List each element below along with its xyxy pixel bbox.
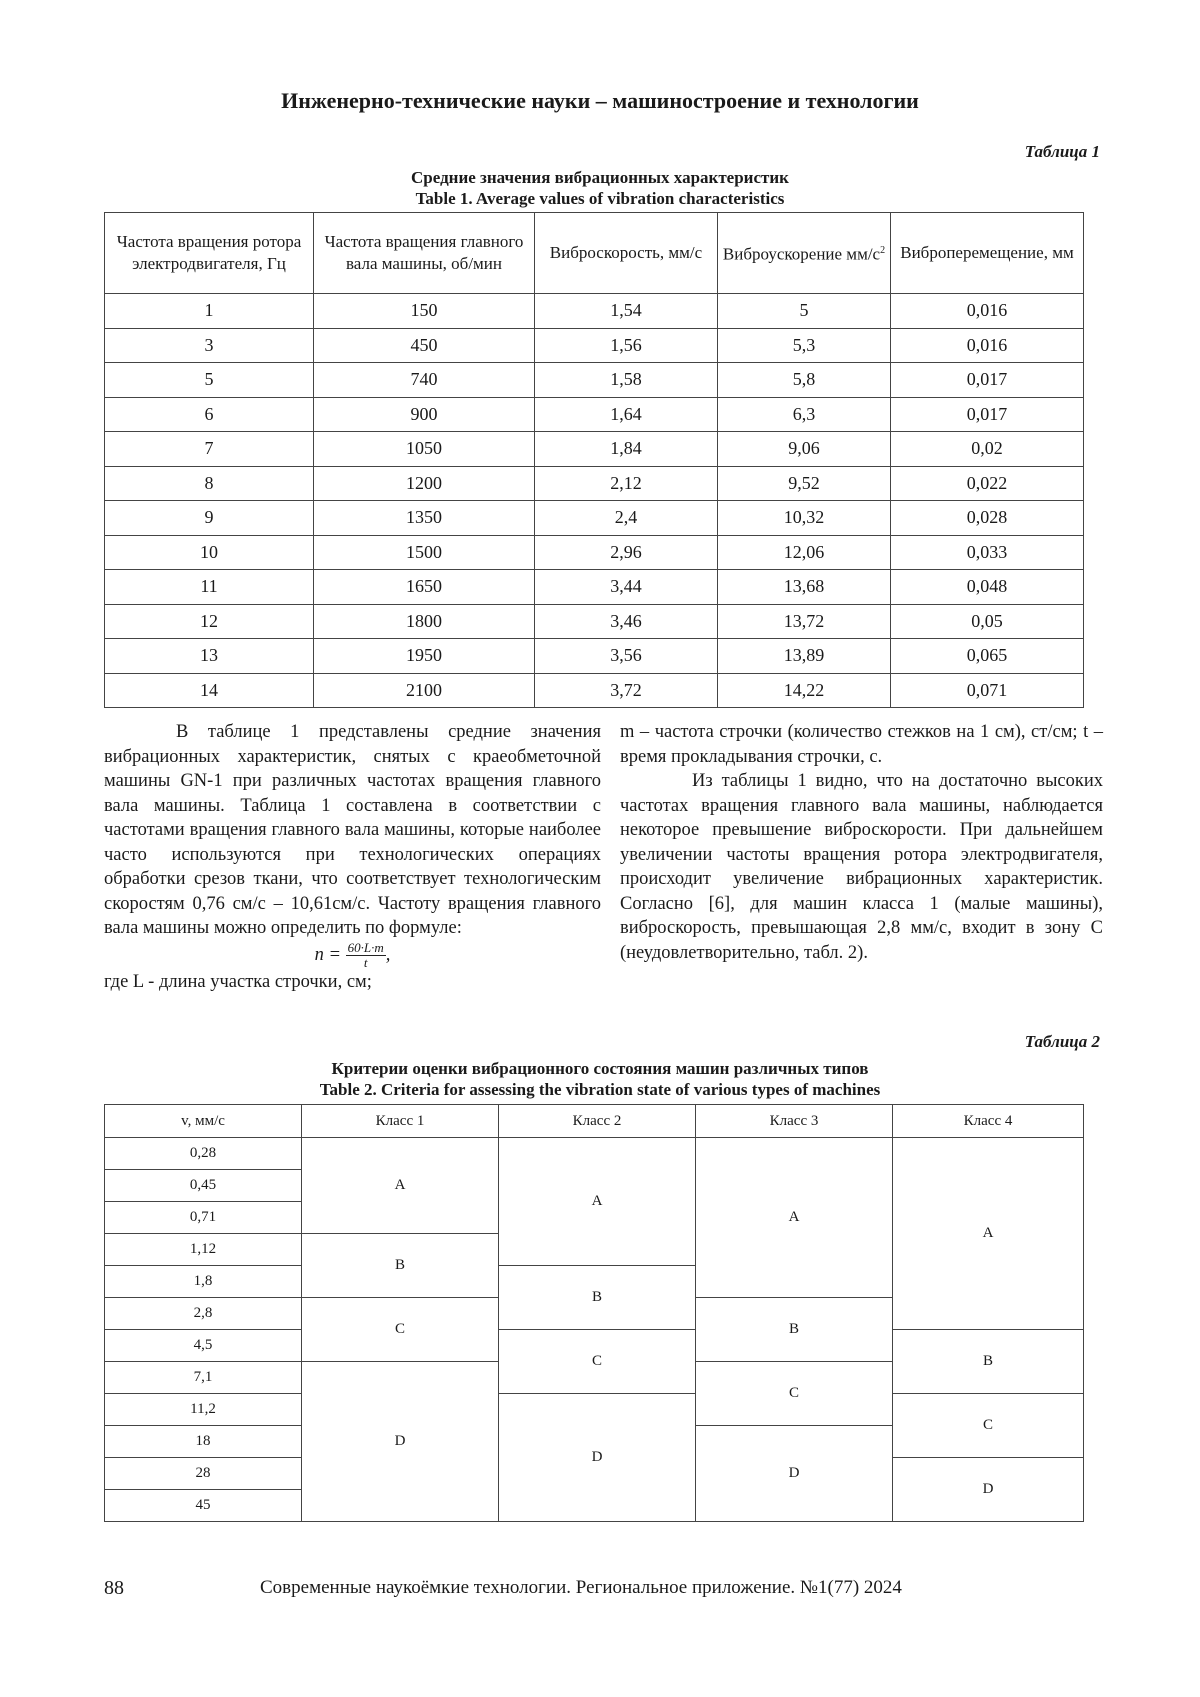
- table-cell: 0,065: [891, 639, 1084, 674]
- table-cell: 0,017: [891, 363, 1084, 398]
- table-cell: 1500: [314, 535, 535, 570]
- v-cell: 18: [105, 1426, 302, 1458]
- table1-caption-en: Table 1. Average values of vibration characteristics: [415, 189, 785, 208]
- left-column: [104, 720, 601, 994]
- table-cell: 13,89: [718, 639, 891, 674]
- table-cell: 0,022: [891, 466, 1084, 501]
- col-v: v, мм/с: [105, 1105, 302, 1138]
- formula-denominator: t: [363, 954, 368, 970]
- table-cell: 150: [314, 294, 535, 329]
- table-cell: 9,52: [718, 466, 891, 501]
- table-row: [105, 328, 1084, 363]
- table-cell: 5,3: [718, 328, 891, 363]
- table-cell: 1650: [314, 570, 535, 605]
- table-cell: 0,016: [891, 294, 1084, 329]
- table-cell: 6: [105, 397, 314, 432]
- zone-cell: C: [499, 1330, 696, 1394]
- zone-cell: A: [696, 1138, 893, 1298]
- col-shaft-rpm: Частота вращения главного вала машины, об/мин: [314, 213, 535, 294]
- table-row: [105, 466, 1084, 501]
- zone-cell: A: [302, 1138, 499, 1234]
- table-cell: 0,028: [891, 501, 1084, 536]
- table-cell: 1,54: [535, 294, 718, 329]
- table-row: [105, 363, 1084, 398]
- table-cell: 13: [105, 639, 314, 674]
- table-cell: 13,72: [718, 604, 891, 639]
- table-cell: 14: [105, 673, 314, 708]
- zone-cell: B: [499, 1266, 696, 1330]
- table2-caption-en: Table 2. Criteria for assessing the vibration state of various types of machines: [319, 1080, 881, 1099]
- zone-cell: C: [893, 1394, 1084, 1458]
- right-column: [620, 720, 1103, 965]
- formula-numerator: 60·L·m: [347, 939, 384, 955]
- zone-cell: A: [893, 1138, 1084, 1330]
- table-cell: 7: [105, 432, 314, 467]
- table-row: [105, 604, 1084, 639]
- table-cell: 3: [105, 328, 314, 363]
- zone-cell: C: [696, 1362, 893, 1426]
- table-cell: 12,06: [718, 535, 891, 570]
- v-cell: 2,8: [105, 1298, 302, 1330]
- table2: [104, 1104, 1084, 1522]
- zone-cell: B: [696, 1298, 893, 1362]
- formula-lhs: n =: [314, 944, 341, 965]
- table2-label: Таблица 2: [1024, 1032, 1100, 1051]
- table-cell: 1,58: [535, 363, 718, 398]
- col-class4: Класс 4: [893, 1105, 1084, 1138]
- table-cell: 1: [105, 294, 314, 329]
- table-cell: 1800: [314, 604, 535, 639]
- table-cell: 10,32: [718, 501, 891, 536]
- v-cell: 0,45: [105, 1170, 302, 1202]
- zone-cell: D: [499, 1394, 696, 1522]
- paragraph-table1-description: В таблице 1 представлены средние значения вибрационных характеристик, снятых с краеобметочной машины GN-1 при различных частотах вращения главного вала машины. Таблица 1 составлена в соответствии с частотами вращения главного вала машины, которые наиболее часто используются при технологических операциях обработки срезов ткани, что соответствует технологическим скоростям 0,76 см/с – 10,61см/с. Частоту вращения главного вала машины можно определить по формуле:: [104, 722, 601, 938]
- table-row: [105, 1330, 1084, 1362]
- journal-title: Современные наукоёмкие технологии. Региональное приложение. №1(77) 2024: [260, 1577, 902, 1598]
- table-cell: 1,84: [535, 432, 718, 467]
- table-cell: 1,56: [535, 328, 718, 363]
- table1-caption-ru: Средние значения вибрационных характеристик: [411, 168, 789, 187]
- zone-cell: D: [696, 1426, 893, 1522]
- v-cell: 4,5: [105, 1330, 302, 1362]
- table-cell: 9,06: [718, 432, 891, 467]
- zone-cell: C: [302, 1298, 499, 1362]
- v-cell: 28: [105, 1458, 302, 1490]
- col-class3: Класс 3: [696, 1105, 893, 1138]
- table-cell: 2,4: [535, 501, 718, 536]
- table-row: [105, 673, 1084, 708]
- table-cell: 0,05: [891, 604, 1084, 639]
- table-row: [105, 501, 1084, 536]
- v-cell: 1,12: [105, 1234, 302, 1266]
- table-row: [105, 1138, 1084, 1170]
- table-cell: 0,071: [891, 673, 1084, 708]
- m-t-definition: m – частота строчки (количество стежков на 1 см), ст/см; t – время прокладывания строчки, с.: [620, 722, 1103, 767]
- table-cell: 6,3: [718, 397, 891, 432]
- page-number: 88: [104, 1577, 124, 1599]
- table-cell: 13,68: [718, 570, 891, 605]
- v-cell: 0,71: [105, 1202, 302, 1234]
- table-row: [105, 570, 1084, 605]
- table-cell: 3,44: [535, 570, 718, 605]
- table-cell: 2,12: [535, 466, 718, 501]
- table-cell: 1950: [314, 639, 535, 674]
- table-cell: 2100: [314, 673, 535, 708]
- zone-cell: B: [302, 1234, 499, 1298]
- table1: [104, 212, 1084, 708]
- col-class1: Класс 1: [302, 1105, 499, 1138]
- formula: [104, 941, 601, 970]
- table-cell: 2,96: [535, 535, 718, 570]
- v-cell: 45: [105, 1490, 302, 1522]
- where-L-text: где L - длина участка строчки, см;: [104, 971, 372, 992]
- table-cell: 14,22: [718, 673, 891, 708]
- table2-caption-ru: Критерии оценки вибрационного состояния машин различных типов: [331, 1059, 869, 1078]
- paragraph-analysis: Из таблицы 1 видно, что на достаточно высоких частотах вращения главного вала машины, наблюдается некоторое превышение виброскорости. При дальнейшем увеличении частоты вращения ротора электродвигателя, происходит увеличение вибрационных характеристик. Согласно [6], для машин класса 1 (малые машины), виброскорость, превышающая 2,8 мм/с, входит в зону С (неудовлетворительно, табл. 2).: [620, 771, 1103, 963]
- col-class2: Класс 2: [499, 1105, 696, 1138]
- table-cell: 450: [314, 328, 535, 363]
- table-cell: 11: [105, 570, 314, 605]
- table-cell: 0,02: [891, 432, 1084, 467]
- table-cell: 0,033: [891, 535, 1084, 570]
- table-cell: 3,46: [535, 604, 718, 639]
- formula-fraction: [346, 941, 386, 970]
- table-cell: 5: [718, 294, 891, 329]
- col-displacement: Виброперемещение, мм: [891, 213, 1084, 294]
- table-row: [105, 294, 1084, 329]
- table-cell: 5: [105, 363, 314, 398]
- col-motor-freq: Частота вращения ротора электродвигателя, Гц: [105, 213, 314, 294]
- table-cell: 900: [314, 397, 535, 432]
- table-cell: 3,72: [535, 673, 718, 708]
- table-cell: 1050: [314, 432, 535, 467]
- zone-cell: D: [302, 1362, 499, 1522]
- table-row: [105, 535, 1084, 570]
- table-cell: 740: [314, 363, 535, 398]
- table-row: [105, 397, 1084, 432]
- col-acceleration: Виброускорение $мм/с^2$: [718, 213, 891, 294]
- table-row: [105, 639, 1084, 674]
- table-cell: 5,8: [718, 363, 891, 398]
- table-cell: 0,016: [891, 328, 1084, 363]
- table-cell: 3,56: [535, 639, 718, 674]
- table1-label: Таблица 1: [1024, 142, 1100, 161]
- table-cell: 0,048: [891, 570, 1084, 605]
- table-row: [105, 1394, 1084, 1426]
- table-cell: 9: [105, 501, 314, 536]
- table-cell: 1350: [314, 501, 535, 536]
- table-cell: 0,017: [891, 397, 1084, 432]
- table-row: [105, 432, 1084, 467]
- v-cell: 1,8: [105, 1266, 302, 1298]
- v-cell: 7,1: [105, 1362, 302, 1394]
- table-cell: 1,64: [535, 397, 718, 432]
- running-title: Инженерно-технические науки – машиностроение и технологии: [281, 88, 919, 113]
- v-cell: 11,2: [105, 1394, 302, 1426]
- zone-cell: D: [893, 1458, 1084, 1522]
- col-velocity: Виброскорость, мм/с: [535, 213, 718, 294]
- zone-cell: A: [499, 1138, 696, 1266]
- table1-header-row: [105, 213, 1084, 294]
- v-cell: 0,28: [105, 1138, 302, 1170]
- table-cell: 8: [105, 466, 314, 501]
- table-cell: 1200: [314, 466, 535, 501]
- table-cell: 12: [105, 604, 314, 639]
- table2-header-row: [105, 1105, 1084, 1138]
- table-cell: 10: [105, 535, 314, 570]
- formula-comma: ,: [385, 944, 391, 965]
- zone-cell: B: [893, 1330, 1084, 1394]
